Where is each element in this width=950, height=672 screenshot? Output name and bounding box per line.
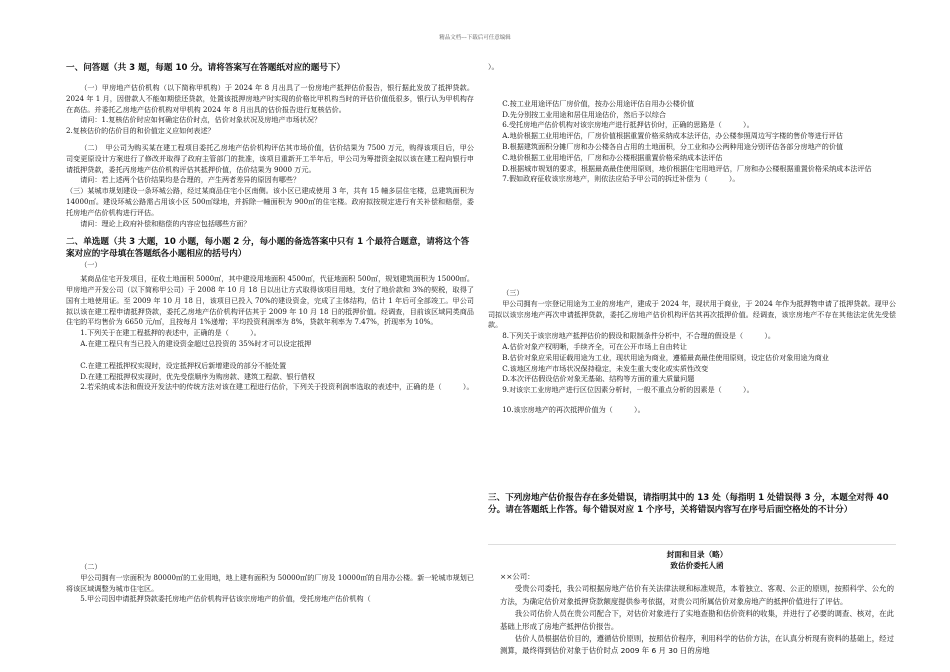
q6-option-b: B.根据建筑面积分摊厂房和办公楼各自占用的土地面积，分工业和办公两种用途分别评估各部分房地产的价值 (502, 141, 844, 151)
letter-paragraph-3: 估价人员根据估价目的，遵循估价原则，按照估价程序，利用科学的估价方法，在认真分析现有资料的基础上，经过测算，最终得到估价对象于估价时点 2009 年 6 月 30 日的房地 (500, 634, 894, 656)
q6-question: 6.受托房地产估价机构对该宗房地产进行抵押估价时，正确的思路是（ ）。 (502, 120, 754, 130)
q2-question: 请问：若上述两个估价结果均是合理的，产生两者差异的原因有哪些？ (80, 175, 301, 185)
s2-paragraph-2: 甲公司拥有一宗面积为 80000㎡的工业用地，地上建有面积为 50000㎡的厂房及 10000㎡的自用办公楼。新一轮城市规划已将该区域调整为城市住宅区。 (66, 572, 474, 593)
section-2-sub-2: （二） (80, 562, 102, 571)
s2-question-1: 1.下列关于在建工程抵押的表述中，正确的是（ ）。 (80, 328, 261, 338)
s2-question-1-option-d: D.在建工程抵押权实现时，优先受偿顺序为购房款、建筑工程款、银行借权 (80, 371, 315, 381)
q2-paragraph: （二） 甲公司为购买某在建工程项目委托乙房地产估价机构评估其市场价值，估价结果为 7500 万元，购得该项目后，甲公司变更原设计方案进行了修改并取得了政府主管部门的批准，该项目重新开工半年后，甲公司为筹措资金拟以该在建工程向银行申请抵押贷款，委托丙房地产估价机构评估其抵押价值，估价结果为 9000 万元。 (66, 142, 474, 174)
q8-option-d: D.本次评估假设估价对象无基础、结构等方面的重大质量问题 (502, 374, 695, 384)
letter-recipient: ××公司： (500, 572, 535, 581)
q6-option-a: A.地价根据工业用地评估，厂房价值根据重置价格采纳成本法评估，办公楼参照周边写字楼的售价等进行评估 (502, 131, 843, 141)
s2-question-5: 5.甲公司因申请抵押贷款委托房地产估价机构评估该宗房地产的价值，受托房地产估价机构（ (80, 594, 371, 604)
s2-question-1-option-c: C.在建工程抵押权实现时，设定抵押权后新增建设的部分不能处置 (80, 360, 287, 370)
section-2-sub-1: （一） (80, 260, 102, 270)
left-column (66, 62, 474, 393)
s2-paragraph-1: 某商品住宅开发项目，征收土地面积 5000㎡，其中建设用地面积 4500㎡，代征地面积 500㎡，规划建筑面积为 15000㎡。甲房地产开发公司（以下简称甲公司）于 2008 年 10 月 18 日以出让方式取得该项目用地，支付了地价款和 3%的契税，取得了国有土地使用证。至 2009 年 10 月 18 日，该项目已投入 70%的建设资金，完成了主体结构，估计 1 年后可全部竣工。甲公司拟以该在建工程申请抵押贷款，委托乙房地产估价机构评估其于 2009 年 10 月 18 日的抵押价值。经调查，目前该区域同类商品住宅的平均售价为 6650 元/㎡，且按每月 1%递增；平均投资利润率为 8%，贷款年利率为 7.47%，折现率为 10%。 (66, 274, 474, 327)
q7-question: 7.假如政府征收该宗房地产，则依法应给予甲公司的拆迁补偿为（ ）。 (502, 174, 740, 184)
q3-paragraph: （三）某城市规划建设一条环城公路，经过某商品住宅小区南侧。该小区已建成使用 3 年，共有 15 幢多层住宅楼，总建筑面积为 14000㎡。建设环城公路需占用该小区 500㎡绿地，并拆除一幢面积为 900㎡的住宅楼。政府拟按规定进行有关补偿和赔偿，委托房地产估价机构进行评估。 (66, 186, 474, 217)
section-3-title: 三、下列房地产估价报告存在多处错误，请指明其中的 13 处（每指明 1 处错误得 3 分，本题全对得 40 分。请在答题纸上作答。每个错误对应 1 个序号，关将错误内容写在序号后面空格处的不计分） (488, 493, 889, 515)
q6-option-d: D.根据城市规划的要求，根据最高最佳使用原则，地价根据住宅用地评估，厂房和办公楼根据重置价格采纳成本法评估 (502, 163, 872, 173)
letter-cover-title: 封面和目录（略） (666, 550, 728, 559)
q1-question-2: 2.复核估价的估价目的和价值定义应如何表述？ (66, 126, 215, 136)
header-note: 精品文档---下载后可任意编辑 (439, 35, 511, 41)
valuation-letter (500, 549, 894, 658)
section-2-sub-3: （三） (502, 288, 524, 297)
q9-question: 9.对该宗工业房地产进行区位因素分析时，一般不重点分析的因素是（ ）。 (502, 385, 754, 395)
letter-title: 致估价委托人函 (670, 561, 724, 570)
q8-question: 8.下列关于该宗房地产抵押估价的假设和限制条件分析中，不合理的假设是（ ）。 (502, 331, 775, 341)
q6-option-c: C.地价根据工业用地评估，厂房和办公楼根据重置价格采纳成本法评估 (502, 152, 723, 162)
section-2-title: 二、单选题（共 3 大题，10 小题，每小题 2 分，每小题的备选答案中只有 1 个最符合题意，请将这个答案对应的字母填在答题纸各小题相应的括号内） (66, 237, 470, 260)
section-1-title: 一、问答题（共 3 题，每题 10 分。请将答案写在答题纸对应的题号下） (66, 63, 346, 73)
q5-continuation: ）。 (488, 62, 499, 71)
q1-question: 请问：1.复核估价时应如何确定估价时点，估价对象状况及房地产市场状况？ (80, 115, 322, 125)
letter-paragraph-2: 我公司估价人员在贵公司配合下，对估价对象进行了实地查勘和估价资料的收集，并进行了必要的调查、核对，在此基础上形成了房地产抵押估价报告。 (500, 609, 894, 631)
q8-option-b: B.估价对象应采用证载用途为工业，现状用途为商业，遵循最高最佳使用原则，设定估价对象用途为商业 (502, 352, 829, 362)
q3-question: 请问：理论上政府补偿和赔偿的内容应包括哪些方面？ (80, 218, 251, 228)
s2-paragraph-3: 甲公司拥有一宗登记用途为工业的房地产，建成于 2024 年，现状用于商业，于 2024 年作为抵押物申请了抵押贷款。现甲公司拟以该宗房地产再次申请抵押贷款，委托乙房地产估价机构评估其再次抵押价值。经调查，该宗房地产不存在其他法定优先受偿款。 (488, 298, 896, 330)
divider-line (488, 544, 896, 545)
q8-option-c: C.该地区房地产市场状况保持稳定，未发生重大变化或实质性改变 (502, 363, 709, 373)
q10-question: 10.该宗房地产的再次抵押价值为（ ）。 (502, 404, 645, 414)
q5-option-d: D.先分别按工业用途和居住用途估价，然后予以综合 (502, 109, 666, 119)
q5-option-c: C.按工业用途评估厂房价值，按办公用途评估自用办公楼价值 (502, 98, 695, 108)
left-bottom-block (66, 562, 474, 605)
letter-paragraph-1: 受贵公司委托，我公司根据房地产估价有关法律法规和标准规范，本着独立、客观、公正的原则，按照科学、公允的方法，为确定估价对象抵押贷款额度提供参考依据，对贵公司所属估价对象房地产的抵押价值进行了评估。 (500, 584, 894, 606)
section-3-block (488, 492, 896, 516)
right-column (488, 62, 896, 185)
right-middle-block (488, 288, 896, 416)
s2-question-1-option-a: A.在建工程只有当已投入的建设资金超过总投资的 35%时才可以设定抵押 (80, 338, 312, 348)
q8-option-a: A.估价对象产权明晰，手续齐全，可在公开市场上自由转让 (502, 341, 687, 351)
q1-paragraph: （一）甲房地产估价机构（以下简称甲机构）于 2024 年 8 月出具了一份房地产抵押估价报告，银行据此发放了抵押贷款。2024 年 1 月，因借款人不能如期偿还贷款，处置该抵押房地产时实现的价格比甲机构当时的评估价值低很多，银行认为甲机构存在高估。并委托乙房地产估价机构对甲机构 2024 年 8 月出具的估价报告进行复核估价。 (66, 83, 474, 114)
s2-question-2: 2.若采纳成本法和假设开发法中的传统方法对该在建工程进行估价，下列关于投资利润率选取的表述中，正确的是（ ）。 (80, 382, 474, 392)
